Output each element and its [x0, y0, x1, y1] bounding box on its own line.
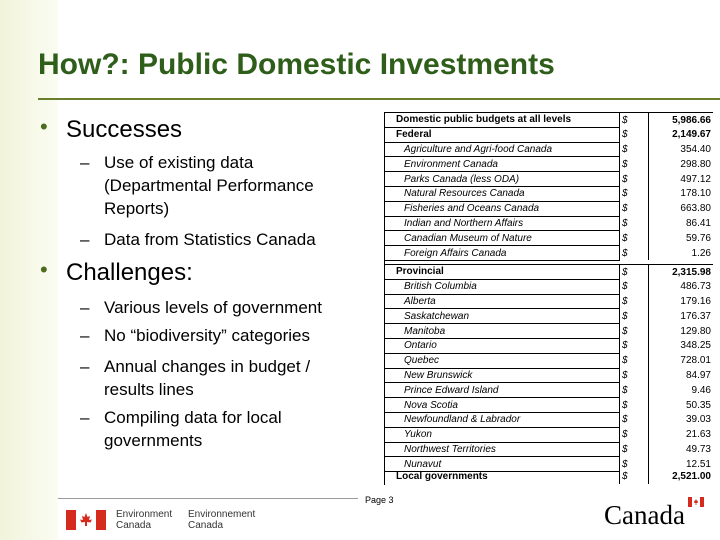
row-label: Agriculture and Agri-food Canada — [384, 142, 620, 157]
sub-bullet-text: Data from Statistics Canada — [104, 230, 316, 249]
amount-cell: 728.01 — [649, 353, 714, 368]
dash-icon: – — [80, 230, 90, 249]
amount-cell: 2,149.67 — [649, 127, 714, 142]
amount-cell: 2,315.98 — [649, 265, 714, 280]
table-row — [384, 442, 713, 457]
title-divider — [38, 98, 720, 100]
table-row — [384, 142, 713, 157]
currency-cell: $ — [620, 186, 649, 201]
row-label: New Brunswick — [384, 368, 620, 383]
row-label: British Columbia — [384, 279, 620, 294]
row-label: Newfoundland & Labrador — [384, 412, 620, 427]
currency-cell: $ — [620, 142, 649, 157]
table-row — [384, 172, 713, 187]
section-label: Provincial — [384, 265, 620, 280]
amount-cell: 486.73 — [649, 279, 714, 294]
sub-bullet-text: Annual changes in budget / results lines — [104, 357, 311, 399]
slide-title: How?: Public Domestic Investments — [38, 48, 555, 81]
federal-total-row — [384, 127, 713, 142]
amount-cell: 86.41 — [649, 216, 714, 231]
amount-cell: 59.76 — [649, 231, 714, 246]
row-label: Parks Canada (less ODA) — [384, 172, 620, 187]
local-budget-table — [384, 470, 713, 484]
row-label: Quebec — [384, 353, 620, 368]
footer-divider — [58, 498, 358, 499]
row-label: Northwest Territories — [384, 442, 620, 457]
section-label: Local governments — [396, 471, 488, 483]
department-name-en — [116, 509, 172, 531]
row-label: Natural Resources Canada — [384, 186, 620, 201]
department-name-fr — [188, 509, 255, 531]
amount-cell: 298.80 — [649, 157, 714, 172]
amount-cell: 129.80 — [649, 324, 714, 339]
sub-bullet-text: No “biodiversity” categories — [104, 326, 310, 345]
row-label: Nova Scotia — [384, 398, 620, 413]
provincial-budget-table — [384, 264, 713, 472]
currency-cell: $ — [620, 398, 649, 413]
currency-cell: $ — [620, 309, 649, 324]
amount-cell: 39.03 — [649, 412, 714, 427]
department-name-fr-line2: Canada — [188, 520, 224, 531]
currency-cell: $ — [620, 338, 649, 353]
row-label: Nunavut — [384, 457, 620, 472]
table-row — [384, 186, 713, 201]
currency-cell: $ — [620, 201, 649, 216]
row-label: Yukon — [384, 427, 620, 442]
dash-icon: – — [80, 408, 90, 427]
table-row — [384, 246, 713, 261]
row-label: Canadian Museum of Nature — [384, 231, 620, 246]
amount-cell: 21.63 — [649, 427, 714, 442]
currency-cell: $ — [620, 127, 649, 142]
amount-cell: 5,986.66 — [649, 113, 714, 128]
currency-cell: $ — [620, 265, 649, 280]
amount-cell: 1.26 — [649, 246, 714, 261]
row-label: Environment Canada — [384, 157, 620, 172]
amount-cell: 348.25 — [649, 338, 714, 353]
header-label: Domestic public budgets at all levels — [384, 113, 620, 128]
table-row — [384, 368, 713, 383]
currency-cell: $ — [620, 470, 649, 484]
amount-cell: 50.35 — [649, 398, 714, 413]
currency-cell: $ — [620, 294, 649, 309]
row-label: Manitoba — [384, 324, 620, 339]
bullet-challenges-label: Challenges: — [66, 259, 193, 286]
row-label: Foreign Affairs Canada — [384, 246, 620, 261]
local-total-row — [384, 470, 713, 484]
bullet-dot-icon: • — [40, 257, 48, 282]
dash-icon: – — [80, 298, 90, 317]
canada-flag-icon — [66, 510, 106, 530]
currency-cell: $ — [620, 113, 649, 128]
table-row — [384, 231, 713, 246]
bullet-dot-icon: • — [40, 114, 48, 139]
row-label: Saskatchewan — [384, 309, 620, 324]
wordmark-flag-icon — [688, 497, 704, 507]
currency-cell: $ — [620, 324, 649, 339]
department-name-en-line1: Environment — [116, 509, 173, 520]
currency-cell: $ — [620, 412, 649, 427]
amount-cell: 49.73 — [649, 442, 714, 457]
table-row — [384, 201, 713, 216]
dash-icon: – — [80, 153, 90, 172]
currency-cell: $ — [620, 157, 649, 172]
currency-cell: $ — [620, 279, 649, 294]
provincial-total-row — [384, 265, 713, 280]
row-label: Fisheries and Oceans Canada — [384, 201, 620, 216]
table-row — [384, 216, 713, 231]
table-row — [384, 279, 713, 294]
amount-cell: 12.51 — [649, 457, 714, 472]
table-row — [384, 398, 713, 413]
section-label: Federal — [384, 127, 620, 142]
bullet-successes-label: Successes — [66, 116, 183, 143]
table-row — [384, 353, 713, 368]
canada-wordmark: Canada — [604, 500, 685, 530]
sub-bullet-text: Various levels of government — [104, 298, 322, 317]
currency-cell: $ — [620, 457, 649, 472]
amount-cell: 9.46 — [649, 383, 714, 398]
table-row — [384, 324, 713, 339]
currency-cell: $ — [620, 383, 649, 398]
row-label: Indian and Northern Affairs — [384, 216, 620, 231]
currency-cell: $ — [620, 353, 649, 368]
amount-cell: 2,521.00 — [649, 470, 714, 484]
row-label: Prince Edward Island — [384, 383, 620, 398]
dash-icon: – — [80, 326, 90, 345]
department-name-fr-line1: Environnement — [188, 509, 256, 520]
amount-cell: 354.40 — [649, 142, 714, 157]
department-name-en-line2: Canada — [116, 520, 152, 531]
currency-cell: $ — [620, 172, 649, 187]
currency-cell: $ — [620, 368, 649, 383]
amount-cell: 179.16 — [649, 294, 714, 309]
table-row — [384, 294, 713, 309]
currency-cell: $ — [620, 442, 649, 457]
amount-cell: 497.12 — [649, 172, 714, 187]
row-label: Alberta — [384, 294, 620, 309]
sub-bullet-text: Compiling data for local governments — [104, 408, 282, 450]
amount-cell: 663.80 — [649, 201, 714, 216]
currency-cell: $ — [620, 246, 649, 261]
currency-cell: $ — [620, 427, 649, 442]
sub-bullet-text: Use of existing data (Departmental Performance Reports) — [104, 153, 314, 218]
page-number: Page 3 — [365, 495, 394, 505]
federal-budget-table — [384, 112, 713, 261]
row-label: Ontario — [384, 338, 620, 353]
currency-cell: $ — [620, 216, 649, 231]
table-row — [384, 157, 713, 172]
amount-cell: 84.97 — [649, 368, 714, 383]
table-header-row — [384, 113, 713, 128]
amount-cell: 178.10 — [649, 186, 714, 201]
table-row — [384, 309, 713, 324]
currency-cell: $ — [620, 231, 649, 246]
table-row — [384, 338, 713, 353]
table-row — [384, 427, 713, 442]
table-row — [384, 412, 713, 427]
dash-icon: – — [80, 357, 90, 376]
table-row — [384, 383, 713, 398]
amount-cell: 176.37 — [649, 309, 714, 324]
